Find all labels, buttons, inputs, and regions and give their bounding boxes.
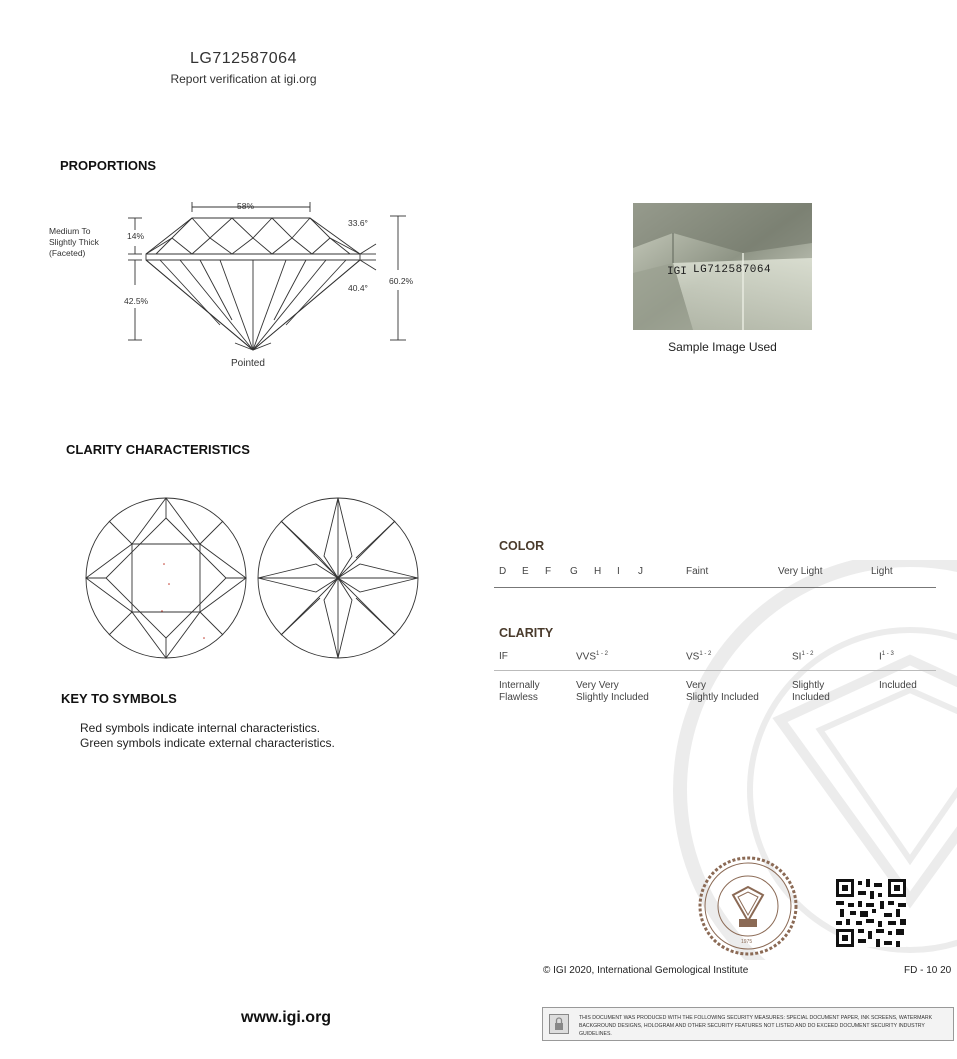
color-rule xyxy=(494,587,936,588)
clarity-grade-vvs xyxy=(576,651,608,662)
form-code: FD - 10 20 xyxy=(904,965,952,976)
website-link[interactable]: www.igi.org xyxy=(241,1009,332,1026)
igi-seal-icon xyxy=(697,855,799,957)
color-grade: F xyxy=(545,566,552,577)
inscription-logo-icon: IGI xyxy=(667,266,687,278)
color-grade: G xyxy=(570,566,578,577)
clarity-code: VS xyxy=(686,651,700,663)
clarity-sup: 1 - 2 xyxy=(801,651,814,657)
clarity-desc-line: Flawless xyxy=(499,692,538,703)
clarity-desc-line: Internally xyxy=(499,680,540,691)
sample-caption: Sample Image Used xyxy=(668,340,777,354)
clarity-desc-line: Very xyxy=(686,680,707,691)
clarity-characteristics-title: CLARITY CHARACTERISTICS xyxy=(66,442,250,457)
lock-icon xyxy=(549,1014,569,1034)
color-grades xyxy=(499,566,658,577)
crown-angle: 33.6° xyxy=(348,218,368,228)
clarity-desc-line: Slightly Included xyxy=(686,692,759,703)
clarity-desc-line: Very Very xyxy=(576,680,619,691)
key-to-symbols-title: KEY TO SYMBOLS xyxy=(61,691,177,706)
clarity-grade-i xyxy=(879,651,894,662)
clarity-desc-line: Included xyxy=(879,680,917,691)
seal-igi-mark xyxy=(739,919,757,927)
clarity-code: VVS xyxy=(576,651,597,663)
clarity-desc-if xyxy=(499,680,540,704)
proportions-diagram xyxy=(120,190,420,360)
pavilion-angle: 40.4° xyxy=(348,283,368,293)
clarity-desc-line: Slightly Included xyxy=(576,692,649,703)
clarity-grade-if xyxy=(499,651,508,662)
clarity-desc-vs xyxy=(686,680,759,704)
sample-inscription-image xyxy=(633,203,812,330)
clarity-grade-vs xyxy=(686,651,711,662)
key-line-green: Green symbols indicate external characteristics. xyxy=(80,736,335,750)
clarity-plot-diagram xyxy=(84,496,424,662)
crown-height: 14% xyxy=(127,231,145,241)
girdle-line-3: (Faceted) xyxy=(49,248,86,258)
color-grade: J xyxy=(638,566,643,577)
clarity-desc-si xyxy=(792,680,830,704)
inclusion-mark xyxy=(161,610,163,612)
color-grade: E xyxy=(522,566,529,577)
security-text xyxy=(579,1014,947,1038)
report-number: LG712587064 xyxy=(190,50,297,67)
color-faint: Faint xyxy=(686,566,709,577)
pavilion-view xyxy=(258,498,418,658)
security-line-1: THIS DOCUMENT WAS PRODUCED WITH THE FOLLOWING SECURITY MEASURES: SPECIAL DOCUMENT PAPER, INK SCREENS, WATERMARK xyxy=(579,1015,933,1021)
clarity-scale-title: CLARITY xyxy=(499,626,554,640)
clarity-sup: 1 - 2 xyxy=(699,651,712,657)
clarity-rule xyxy=(494,670,936,671)
color-grade: I xyxy=(617,566,620,577)
qr-code-icon xyxy=(836,879,906,947)
inclusion-mark xyxy=(163,563,165,565)
security-line-2: BACKGROUND DESIGNS, HOLOGRAM AND OTHER SECURITY FEATURES NOT LISTED AND DO EXCEED DOCUMENT SECURITY INDUSTRY GUIDELINES. xyxy=(579,1023,925,1037)
copyright-text: © IGI 2020, International Gemological Institute xyxy=(543,965,749,976)
inclusion-mark xyxy=(203,637,205,639)
inclusion-mark xyxy=(168,583,170,585)
key-line-red: Red symbols indicate internal characteristics. xyxy=(80,721,321,735)
clarity-code: IF xyxy=(499,651,508,662)
proportions-title: PROPORTIONS xyxy=(60,158,157,173)
clarity-desc-line: Included xyxy=(792,692,830,703)
color-light: Light xyxy=(871,566,893,577)
color-very-light: Very Light xyxy=(778,566,823,577)
culet-label: Pointed xyxy=(231,358,265,369)
clarity-desc-vvs xyxy=(576,680,649,704)
clarity-grade-si xyxy=(792,651,813,662)
clarity-desc-i xyxy=(879,680,917,692)
inscription-text: LG712587064 xyxy=(693,264,772,276)
verification-text: Report verification at igi.org xyxy=(170,72,317,86)
color-scale-title: COLOR xyxy=(499,539,545,553)
girdle-line-1: Medium To xyxy=(49,226,91,236)
clarity-sup: 1 - 2 xyxy=(596,651,609,657)
clarity-desc-line: Slightly xyxy=(792,680,825,691)
security-notice xyxy=(542,1007,954,1041)
table-percent: 58% xyxy=(237,201,255,211)
clarity-sup: 1 - 3 xyxy=(881,651,894,657)
girdle-label xyxy=(49,226,99,259)
pavilion-depth: 42.5% xyxy=(124,296,149,306)
clarity-code: SI xyxy=(792,651,802,663)
crown-view xyxy=(86,498,246,658)
girdle-line-2: Slightly Thick xyxy=(49,237,99,247)
seal-year: 1975 xyxy=(741,939,753,945)
color-grade: D xyxy=(499,566,507,577)
color-grade: H xyxy=(594,566,602,577)
clarity-code: I xyxy=(879,651,882,663)
total-depth: 60.2% xyxy=(389,276,414,286)
